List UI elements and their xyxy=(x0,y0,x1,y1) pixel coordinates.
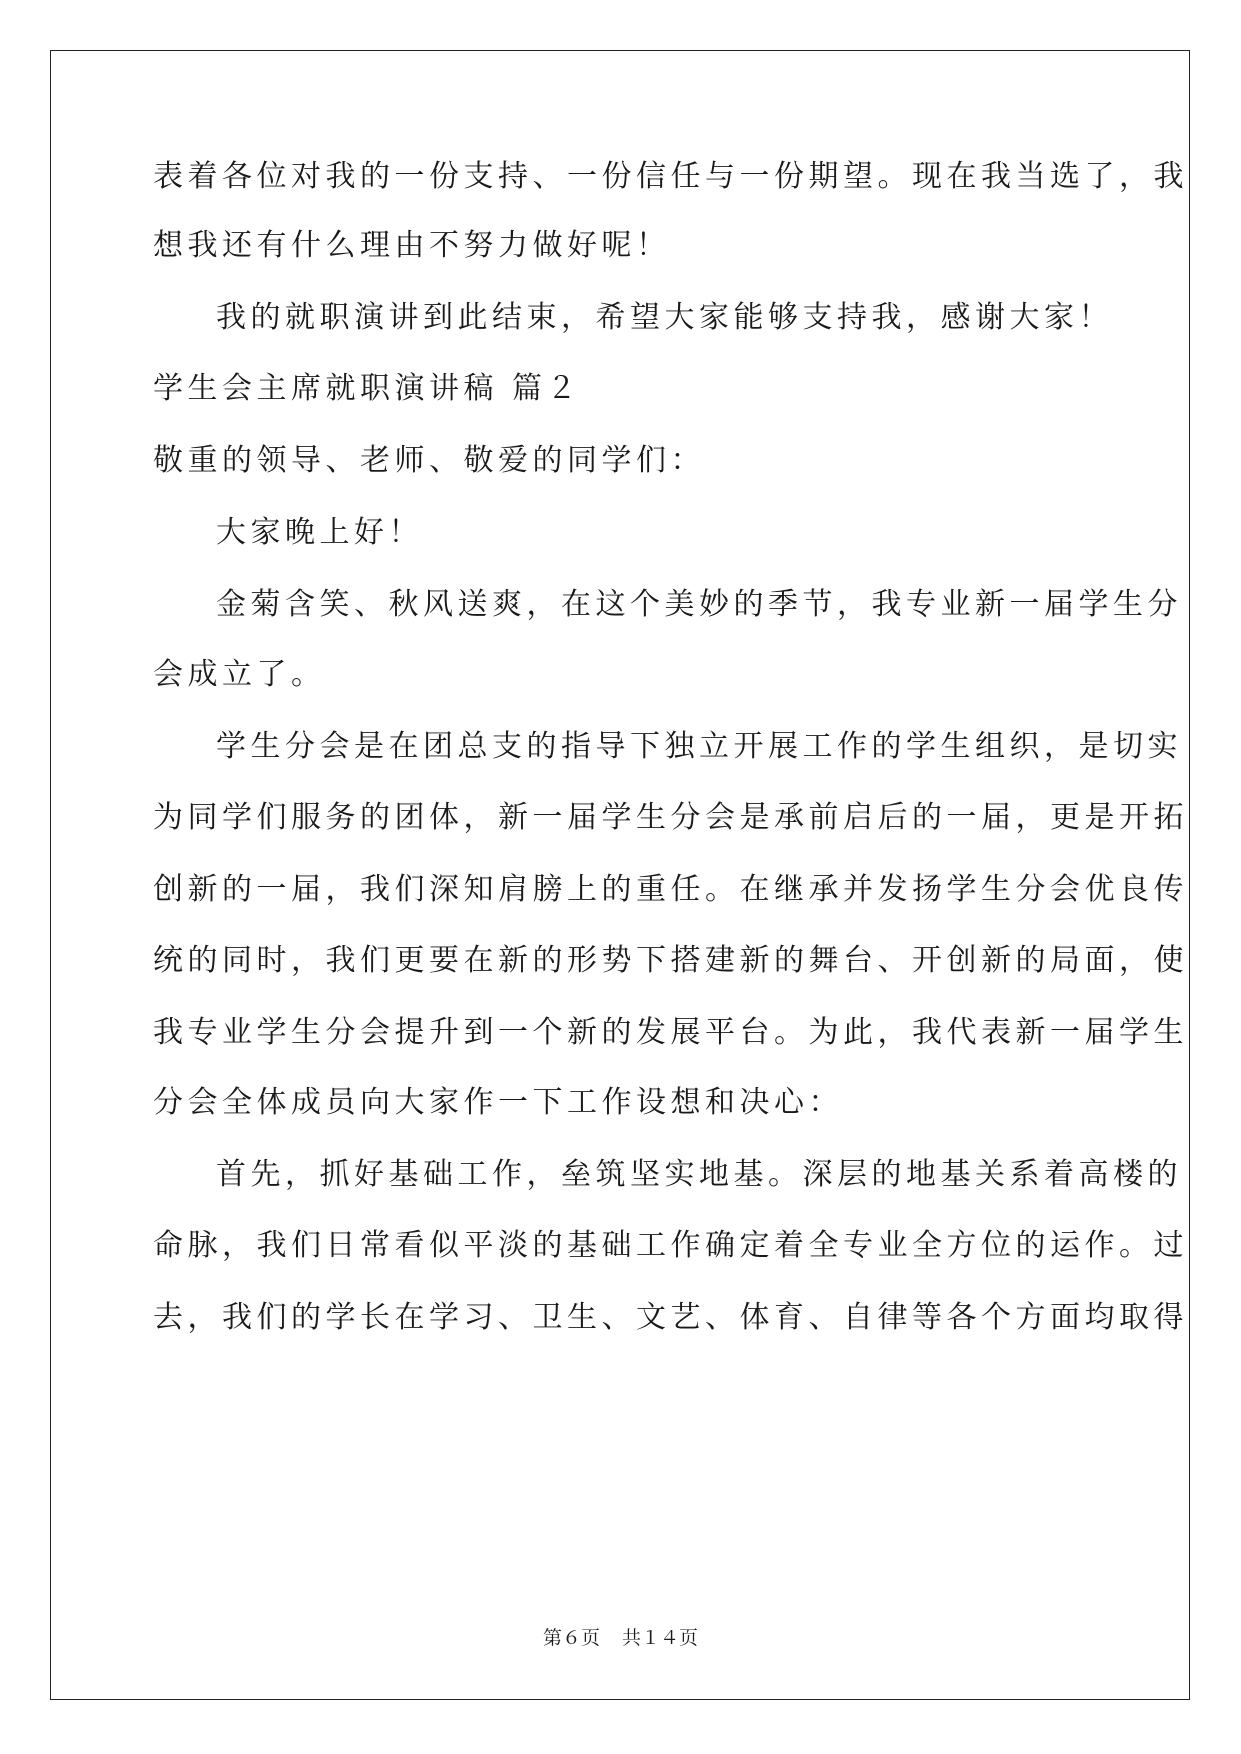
section-heading: 学生会主席就职演讲稿 篇２ xyxy=(153,371,582,406)
text-line: 学生分会是在团总支的指导下独立开展工作的学生组织，是切实 xyxy=(216,729,1182,764)
text-line: 金菊含笑、秋风送爽，在这个美妙的季节，我专业新一届学生分 xyxy=(216,587,1182,622)
text-line: 为同学们服务的团体，新一届学生分会是承前启后的一届，更是开拓 xyxy=(153,800,1188,835)
text-line: 命脉，我们日常看似平淡的基础工作确定着全专业全方位的运作。过 xyxy=(153,1228,1188,1263)
page-total: 共１４页 xyxy=(622,1627,699,1649)
text-line: 去，我们的学长在学习、卫生、文艺、体育、自律等各个方面均取得 xyxy=(153,1300,1188,1335)
text-line: 统的同时，我们更要在新的形势下搭建新的舞台、开创新的局面，使 xyxy=(153,943,1188,978)
text-line: 首先，抓好基础工作，垒筑坚实地基。深层的地基关系着高楼的 xyxy=(216,1157,1182,1192)
text-line: 分会全体成员向大家作一下工作设想和决心： xyxy=(153,1085,843,1120)
page-footer xyxy=(0,1628,1241,1648)
greeting: 大家晚上好！ xyxy=(216,515,423,550)
text-line: 创新的一届，我们深知肩膀上的重任。在继承并发扬学生分会优良传 xyxy=(153,872,1188,907)
text-line: 我专业学生分会提升到一个新的发展平台。为此，我代表新一届学生 xyxy=(153,1015,1188,1050)
salutation: 敬重的领导、老师、敬爱的同学们： xyxy=(153,443,705,478)
text-line: 表着各位对我的一份支持、一份信任与一份期望。现在我当选了，我 xyxy=(153,159,1188,194)
text-line: 我的就职演讲到此结束，希望大家能够支持我，感谢大家！ xyxy=(216,300,1113,335)
text-line: 会成立了。 xyxy=(153,657,326,692)
text-line: 想我还有什么理由不努力做好呢！ xyxy=(153,228,671,263)
page-number: 第６页 xyxy=(542,1627,600,1649)
